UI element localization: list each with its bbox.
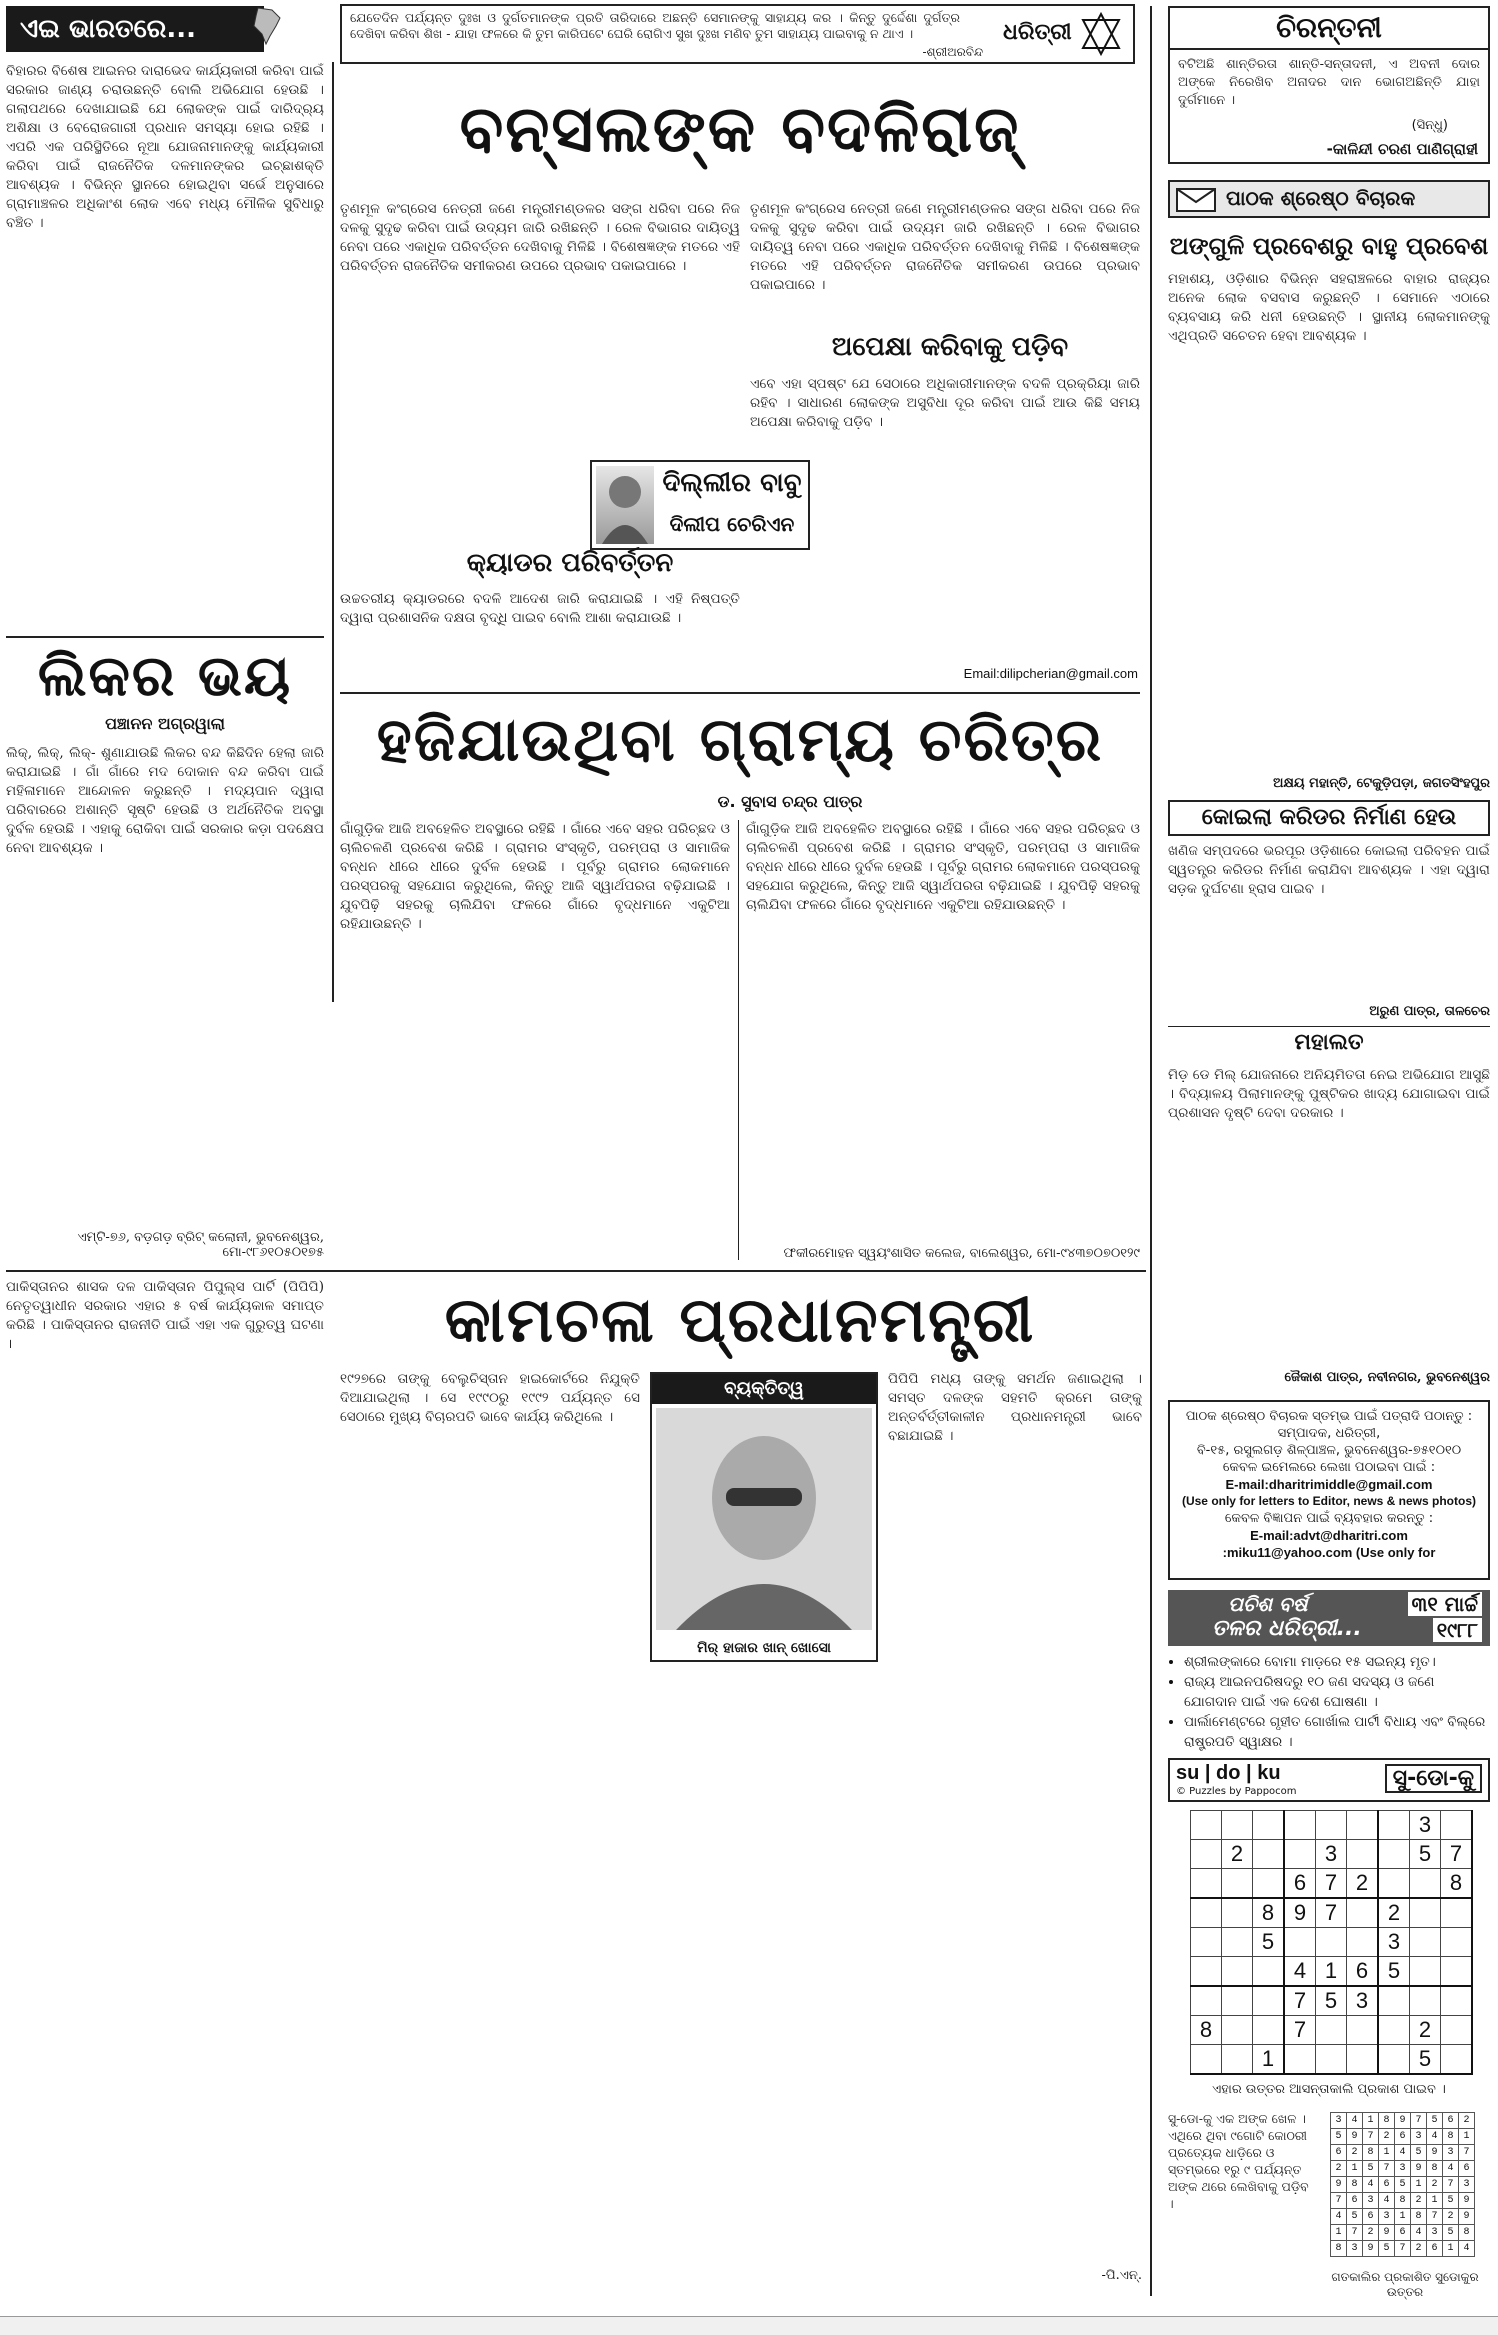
delhi-column-title: ଦିଲ୍ଲୀର ବାବୁ [662, 468, 802, 498]
sudoku-cell [1222, 1811, 1253, 1840]
contact-ads-label: କେବଳ ବିଜ୍ଞାପନ ପାଇଁ ବ୍ୟବହାର କରନ୍ତୁ : [1224, 1511, 1434, 1526]
sudoku-cell [1222, 2016, 1253, 2045]
sudoku-cell [1410, 1898, 1441, 1928]
sudoku-cell [1441, 1811, 1473, 1840]
sudoku-cell [1441, 1928, 1473, 1957]
sudoku-cell [1347, 1928, 1379, 1957]
divider [1150, 6, 1152, 2296]
sudoku-answer-cell: 3 [1427, 2225, 1443, 2241]
pm-headline: କାମଚଳା ପ୍ରଧାନମନ୍ତ୍ରୀ [444, 1283, 1036, 1356]
sudoku-answer-cell: 8 [1363, 2145, 1379, 2161]
sudoku-cell [1253, 1869, 1285, 1899]
sudoku-answer-cell: 9 [1411, 2161, 1427, 2177]
sudoku-cell [1191, 1928, 1222, 1957]
sudoku-instructions [1168, 2110, 1318, 2270]
sudoku-answer-cell: 3 [1347, 2241, 1363, 2257]
history-banner [1168, 1590, 1490, 1646]
sudoku-answer-cell: 1 [1395, 2209, 1411, 2225]
letter1-body [1168, 270, 1490, 770]
sudoku-cell-row [1191, 1811, 1473, 1840]
columnist-photo [596, 466, 654, 544]
sudoku-answer-cell: 4 [1411, 2225, 1427, 2241]
village-col-2 [746, 820, 1140, 1260]
sudoku-cell [1284, 1811, 1316, 1840]
sudoku-cell: 7 [1316, 1898, 1347, 1928]
liquor-signature: ଏମ୍‌ଟି-୭୬, ବଡ଼ଗଡ଼ ବ୍ରିଟ୍ କଲୋନୀ, ଭୁବନେଶ୍ୱର, ମୋ-୯୮୬୧୦୫୦୧୭୫ [77, 1230, 324, 1260]
sudoku-answer-cell: 8 [1411, 2209, 1427, 2225]
pm-right-column [888, 1370, 1142, 2270]
sudoku-cell-row [1191, 1869, 1473, 1899]
liquor-author: ପଞ୍ଚାନନ ଅଗ୍ରୱାଲା [105, 714, 225, 733]
sudoku-answer-cell: 9 [1459, 2209, 1475, 2225]
pm-photo-box [650, 1372, 878, 1662]
sudoku-grid [1190, 1810, 1473, 2075]
sudoku-answer-cell: 6 [1363, 2209, 1379, 2225]
sudoku-cell [1378, 1811, 1410, 1840]
sudoku-answer-cell: 9 [1331, 2177, 1347, 2193]
chirantani-box [1168, 6, 1490, 164]
sudoku-answer-cell-row [1331, 2145, 1475, 2161]
sudoku-answer-cell: 4 [1363, 2177, 1379, 2193]
sudoku-answer-cell: 5 [1363, 2161, 1379, 2177]
sudoku-answer-cell: 4 [1347, 2113, 1363, 2129]
sudoku-answer-cell: 5 [1395, 2177, 1411, 2193]
sudoku-answer-cell: 3 [1379, 2209, 1395, 2225]
sudoku-answer-cell: 2 [1411, 2241, 1427, 2257]
sudoku-cell [1441, 1898, 1473, 1928]
sudoku-cell: 5 [1253, 1928, 1285, 1957]
letter2-body-text: ଖଣିଜ ସମ୍ପଦରେ ଭରପୂର ଓଡ଼ିଶାରେ କୋଇଲା ପରିବହନ ପାଇଁ ସ୍ୱତନ୍ତ୍ର କରିଡର ନିର୍ମାଣ କରାଯିବା ଆବଶ୍ୟକ । ଏହା ଦ୍ୱାରା ସଡ଼କ ଦୁର୍ଘଟଣା ହ୍ରାସ ପାଇବ । [1168, 843, 1490, 897]
sudoku-cell-row [1191, 2016, 1473, 2045]
cabinet-body-text: ଉଚ୍ଚତରୀୟ କ୍ୟାଡରରେ ବଦଳି ଆଦେଶ ଜାରି କରାଯାଇଛି । ଏହି ନିଷ୍ପତ୍ତି ଦ୍ୱାରା ପ୍ରଶାସନିକ ଦକ୍ଷତା ବୃଦ୍ଧି ପାଇବ ବୋଲି ଆଶା କରାଯାଉଛି । [340, 591, 740, 626]
sudoku-cell-row [1191, 2045, 1473, 2075]
sudoku-cell: 5 [1410, 1840, 1441, 1869]
sudoku-answer-cell: 6 [1443, 2113, 1459, 2129]
paper-logo-text: ଧରିତ୍ରୀ [1003, 20, 1072, 45]
sudoku-cell [1222, 1986, 1253, 2016]
sudoku-cell [1253, 1986, 1285, 2016]
sudoku-cell [1347, 2045, 1379, 2075]
liquor-body-text: ଲିକ୍, ଲିକ୍, ଲିକ୍- ଶୁଣାଯାଉଛି ଲିକର ବନ୍ଦ କିଛିଦିନ ହେଲା ଜାରି କରାଯାଇଛି । ଗାଁ ଗାଁରେ ମଦ ଦୋକାନ ବନ୍ଦ କରିବା ପାଇଁ ମହିଳାମାନେ ଆନ୍ଦୋଳନ କରୁଛନ୍ତି । ମଦ୍ୟପାନ ଦ୍ୱାରା ପରିବାରରେ ଅଶାନ୍ତି ସୃଷ୍ଟି ହେଉଛି ଓ ଅର୍ଥନୈତିକ ଅବସ୍ଥା ଦୁର୍ବଳ ହେଉଛି । ଏହାକୁ ରୋକିବା ପାଇଁ ସରକାର କଡ଼ା ପଦକ୍ଷେପ ନେବା ଆବଶ୍ୟକ । [6, 745, 324, 856]
sudoku-cell: 5 [1378, 1957, 1410, 1987]
sudoku-answer-cell: 7 [1363, 2129, 1379, 2145]
sudoku-answer-cell: 4 [1443, 2161, 1459, 2177]
divider [332, 62, 334, 1002]
sudoku-cell: 7 [1441, 1840, 1473, 1869]
sudoku-answer-cell: 7 [1395, 2241, 1411, 2257]
sudoku-answer-cell: 3 [1363, 2193, 1379, 2209]
lead-right-text: ତୃଣମୂଳ କଂଗ୍ରେସ ନେତ୍ରୀ ଜଣେ ମନ୍ତ୍ରୀମଣ୍ଡଳର ସଙ୍ଗ ଧରିବା ପରେ ନିଜ ଦଳକୁ ସୁଦୃଢ କରିବା ପାଇଁ ଉଦ୍ୟମ ଜାରି ରଖିଛନ୍ତି । ରେଳ ବିଭାଗର ଦାୟିତ୍ୱ ନେବା ପରେ ଏକାଧିକ ପରିବର୍ତ୍ତନ ଦେଖିବାକୁ ମିଳିଛି । ବିଶେଷଜ୍ଞଙ୍କ ମତରେ ଏହି ପରିବର୍ତ୍ତନ ରାଜନୈତିକ ସମୀକରଣ ଉପରେ ପ୍ରଭାବ ପକାଇପାରେ । [340, 201, 740, 274]
sudoku-cell [1191, 1869, 1222, 1899]
sudoku-answer-cell: 2 [1459, 2113, 1475, 2129]
sudoku-answer-cell: 6 [1459, 2161, 1475, 2177]
sudoku-answer-cell: 1 [1459, 2129, 1475, 2145]
sudoku-cell [1347, 1898, 1379, 1928]
sudoku-answer-cell: 4 [1379, 2193, 1395, 2209]
sudoku-answer-cell: 2 [1347, 2145, 1363, 2161]
sudoku-cell: 7 [1316, 1869, 1347, 1899]
sudoku-answer-cell: 4 [1395, 2145, 1411, 2161]
sudoku-answer-cell-row [1331, 2129, 1475, 2145]
sudoku-answer-cell: 6 [1395, 2129, 1411, 2145]
pm-left-text: ପାକିସ୍ତାନର ଶାସକ ଦଳ ପାକିସ୍ତାନ ପିପୁଲ୍‌ସ ପାର୍ଟି (ପିପିପି) ନେତୃତ୍ୱାଧୀନ ସରକାର ଏହାର ୫ ବର୍ଷ କାର୍ଯ୍ୟକାଳ ସମାପ୍ତ କରିଛି । ପାକିସ୍ତାନର ରାଜନୀତି ପାଇଁ ଏହା ଏକ ଗୁରୁତ୍ୱ ଘଟଣା । [6, 1279, 324, 1352]
sudoku-cell: 5 [1410, 2045, 1441, 2075]
sudoku-header [1168, 1758, 1490, 1802]
pm-middle-column [340, 1370, 640, 2280]
lead-left-text: ବିହାରର ବିଶେଷ ଆଇନର ଦାରାଭେଦ କାର୍ଯ୍ୟକାରୀ କରିବା ପାଇଁ ସରକାର ଜାଣ୍ୟ ଚରାଉଛନ୍ତି ବୋଲି ଅଭିଯୋଗ ହେଉଛି । ଗଲାପଥରେ ଦେଖାଯାଇଛି ଯେ ଲୋକଙ୍କ ପାଇଁ ଦାରିଦ୍ର୍ୟ ଅଶିକ୍ଷା ଓ ବେରୋଜଗାରୀ ପ୍ରଧାନ ସମସ୍ୟା ହୋଇ ରହିଛି । ଏପରି ଏକ ପରିସ୍ଥିତିରେ ନୂଆ ଯୋଜନାମାନଙ୍କୁ କାର୍ଯ୍ୟକାରୀ କରିବା ପାଇଁ ରାଜନୈତିକ ଦଳମାନଙ୍କର ଇଚ୍ଛାଶକ୍ତି ଆବଶ୍ୟକ । ବିଭିନ୍ନ ସ୍ଥାନରେ ହୋଇଥିବା ସର୍ଭେ ଅନୁସାରେ ଗ୍ରାମାଞ୍ଚଳର ଅଧିକାଂଶ ଲୋକ ଏବେ ମଧ୍ୟ ମୌଳିକ ସୁବିଧାରୁ ବଞ୍ଚିତ । [6, 63, 324, 231]
sudoku-cell [1191, 1840, 1222, 1869]
sudoku-cell [1316, 1811, 1347, 1840]
sudoku-answer-cell: 1 [1331, 2225, 1347, 2241]
sudoku-cell [1284, 2045, 1316, 2075]
sudoku-cell [1378, 1840, 1410, 1869]
history-list [1168, 1652, 1490, 1752]
sudoku-cell: 1 [1316, 1957, 1347, 1987]
village-signature: ଫକୀରମୋହନ ସ୍ୱୟଂଶାସିତ କଲେଜ, ବାଲେଶ୍ୱର, ମୋ-୯୪୩୭୦୭୦୧୨୯ [783, 1246, 1140, 1261]
letter3-body [1168, 1066, 1490, 1366]
sudoku-answer-cell-row [1331, 2161, 1475, 2177]
delhi-column-author: ଦିଲୀପ ଚେରିଏନ [669, 512, 795, 536]
letters-header-label: ପାଠକ ଶ୍ରେଷ୍ଠ ବିଚାରକ [1226, 186, 1416, 210]
pm-photo-caption: ମିର୍ ହାଜାର ଖାନ୍ ଖୋସୋ [697, 1640, 831, 1656]
sudoku-answer-cell: 1 [1379, 2145, 1395, 2161]
contact-email-2[interactable]: E-mail:advt@dharitri.com [1250, 1528, 1408, 1543]
village-col-1 [340, 820, 730, 1260]
letter2-author: ଅରୁଣ ପାତ୍ର, ତାଳଚେର [1369, 1004, 1490, 1019]
sudoku-answer-cell: 5 [1443, 2193, 1459, 2209]
sudoku-answer-cell: 8 [1395, 2193, 1411, 2209]
sudoku-answer-cell: 2 [1331, 2161, 1347, 2177]
letter2-title: କୋଇଲା କରିଡର ନିର୍ମାଣ ହେଉ [1168, 800, 1490, 836]
sudoku-cell [1441, 1957, 1473, 1987]
contact-intro: ପାଠକ ଶ୍ରେଷ୍ଠ ବିଚାରକ ସ୍ତମ୍ଭ ପାଇଁ ପତ୍ରାଦି ପଠାନ୍ତୁ : [1185, 1409, 1473, 1424]
sudoku-cell [1222, 1869, 1253, 1899]
pm-middle-text: ୧୯୨୭ରେ ତାଙ୍କୁ ବେଲୁଚିସ୍ତାନ ହାଇକୋର୍ଟରେ ନିଯୁକ୍ତି ଦିଆଯାଇଥିଲା । ସେ ୧୯୯୦ରୁ ୧୯୯୨ ପର୍ଯ୍ୟନ୍ତ ସେ ସେଠାରେ ମୁଖ୍ୟ ବିଚାରପତି ଭାବେ କାର୍ଯ୍ୟ କରିଥିଲେ । [340, 1371, 640, 1425]
dharitri-logo [1003, 12, 1123, 56]
sudoku-answer-cell: 7 [1427, 2209, 1443, 2225]
sudoku-answer-cell-row [1331, 2241, 1475, 2257]
sudoku-cell [1284, 1840, 1316, 1869]
sudoku-instructions-text: ସୁ-ଡୋ-କୁ ଏକ ଅଙ୍କ ଖେଳ । ଏଥିରେ ଥିବା ୯ଗୋଟି କୋଠରୀ ପ୍ରତ୍ୟେକ ଧାଡ଼ିରେ ଓ ସ୍ତମ୍ଭରେ ୧ରୁ ୯ ପର୍ଯ୍ୟନ୍ତ ଅଙ୍କ ଥରେ ଲେଖିବାକୁ ପଡ଼ିବ । [1168, 2111, 1309, 2211]
sudoku-cell: 2 [1378, 1898, 1410, 1928]
sudoku-cell: 3 [1316, 1840, 1347, 1869]
sudoku-cell: 8 [1441, 1869, 1473, 1899]
contact-address-2: ବି-୧୫, ରସୁଲଗଡ଼ ଶିଳ୍ପାଞ୍ଚଳ, ଭୁବନେଶ୍ୱର-୭୫୧୦୧୦ [1196, 1443, 1462, 1458]
sudoku-answer-cell: 3 [1411, 2129, 1427, 2145]
sudoku-answer-cell-row [1331, 2209, 1475, 2225]
sudoku-cell: 3 [1378, 1928, 1410, 1957]
contact-email-label: କେବଳ ଇମେଲରେ ଲେଖା ପଠାଇବା ପାଇଁ : [1222, 1460, 1436, 1475]
sudoku-cell: 5 [1316, 1986, 1347, 2016]
page-bottom-strip [0, 2316, 1498, 2335]
contact-box [1168, 1400, 1490, 1580]
sudoku-cell [1253, 1811, 1285, 1840]
sudoku-answer-cell: 1 [1347, 2161, 1363, 2177]
section-tag-label: ଏଇ ଭାରତରେ... [20, 14, 196, 44]
sudoku-cell [1410, 1869, 1441, 1899]
quote-box [340, 4, 1135, 64]
sudoku-cell-row [1191, 1928, 1473, 1957]
sudoku-answer-cell: 7 [1411, 2113, 1427, 2129]
contact-note: (Use only for letters to Editor, news & news photos) [1181, 1494, 1477, 1508]
sudoku-answer-cell: 3 [1459, 2177, 1475, 2193]
sudoku-footer: ଏହାର ଉତ୍ତର ଆସନ୍ତାକାଲି ପ୍ରକାଶ ପାଇବ । [1212, 2082, 1446, 2097]
sudoku-answer-cell-row [1331, 2177, 1475, 2193]
sudoku-cell [1378, 1869, 1410, 1899]
sudoku-cell: 6 [1284, 1869, 1316, 1899]
sudoku-answer-cell: 6 [1379, 2177, 1395, 2193]
sudoku-cell [1378, 2045, 1410, 2075]
sudoku-cell: 8 [1191, 2016, 1222, 2045]
sudoku-answer-label: ଗତକାଲିର ପ୍ରକାଶିତ ସୁଡୋକୁର ଉତ୍ତର [1331, 2270, 1479, 2299]
pm-left-column [6, 1278, 324, 2278]
village-headline: ହଜିଯାଉଥିବା ଗ୍ରାମ୍ୟ ଚରିତ୍ର [376, 705, 1104, 775]
sudoku-cell-row [1191, 1957, 1473, 1987]
village-author: ଡ. ସୁବାସ ଚନ୍ଦ୍ର ପାତ୍ର [717, 792, 863, 811]
letter3-author: ଜୈକାଶ ପାତ୍ର, ନବୀନଗର, ଭୁବନେଶ୍ୱର [1284, 1370, 1490, 1385]
sudoku-answer-cell: 6 [1395, 2225, 1411, 2241]
history-year: ୧୯୮୮ [1433, 1618, 1482, 1642]
india-map-icon [250, 6, 286, 46]
sudoku-answer-cell: 8 [1443, 2129, 1459, 2145]
sudoku-answer-cell: 3 [1443, 2145, 1459, 2161]
sudoku-cell: 3 [1347, 1986, 1379, 2016]
sudoku-cell [1441, 2045, 1473, 2075]
sudoku-answer-cell: 5 [1347, 2209, 1363, 2225]
letter1-title: ଅଙ୍ଗୁଳି ପ୍ରବେଶରୁ ବାହୁ ପ୍ରବେଶ [1169, 232, 1489, 260]
sudoku-cell-row [1191, 1986, 1473, 2016]
sudoku-cell [1347, 1811, 1379, 1840]
sudoku-answer-grid [1330, 2112, 1475, 2257]
pm-photo [656, 1408, 872, 1630]
letters-header [1168, 180, 1490, 218]
sudoku-answer-cell: 7 [1443, 2177, 1459, 2193]
lead-right-column [340, 200, 740, 500]
quote-author: -ଶ୍ରୀଅରବିନ୍ଦ [922, 45, 983, 59]
liquor-headline: ଲିକର ଭୟ [37, 644, 293, 709]
sudoku-cell [1222, 1928, 1253, 1957]
sudoku-answer-cell: 5 [1331, 2129, 1347, 2145]
sudoku-answer-cell: 9 [1395, 2113, 1411, 2129]
sudoku-answer-cell: 1 [1411, 2177, 1427, 2193]
sudoku-answer-cell: 2 [1379, 2129, 1395, 2145]
sudoku-answer-cell: 7 [1459, 2145, 1475, 2161]
sudoku-answer-cell: 8 [1459, 2225, 1475, 2241]
contact-email-3[interactable]: :miku11@yahoo.com (Use only for [1222, 1545, 1436, 1560]
sudoku-cell [1191, 1811, 1222, 1840]
sudoku-answer-cell: 7 [1347, 2225, 1363, 2241]
sudoku-cell: 1 [1253, 2045, 1285, 2075]
sudoku-answer-cell: 2 [1443, 2209, 1459, 2225]
letter3-body-text: ମିଡ଼ ଡେ ମିଲ୍ ଯୋଜନାରେ ଅନିୟମିତତା ନେଇ ଅଭିଯୋଗ ଆସୁଛି । ବିଦ୍ୟାଳୟ ପିଲାମାନଙ୍କୁ ପୁଷ୍ଟିକର ଖାଦ୍ୟ ଯୋଗାଇବା ପାଇଁ ପ୍ରଶାସନ ଦୃଷ୍ଟି ଦେବା ଦରକାର । [1168, 1067, 1490, 1121]
sudoku-answer-cell: 1 [1427, 2193, 1443, 2209]
sudoku-cell [1410, 1986, 1441, 2016]
sudoku-cell [1253, 1840, 1285, 1869]
sudoku-answer-cell: 7 [1379, 2161, 1395, 2177]
sudoku-cell: 4 [1284, 1957, 1316, 1987]
sudoku-cell [1191, 1986, 1222, 2016]
pm-right-text: ପିପିପି ମଧ୍ୟ ତାଙ୍କୁ ସମର୍ଥନ ଜଣାଇଥିଲା । ସମସ୍ତ ଦଳଙ୍କ ସହମତି କ୍ରମେ ତାଙ୍କୁ ଅନ୍ତର୍ବର୍ତ୍ତୀକାଳୀନ ପ୍ରଧାନମନ୍ତ୍ରୀ ଭାବେ ବଛାଯାଇଛି । [888, 1371, 1142, 1444]
sudoku-answer-cell-row [1331, 2113, 1475, 2129]
history-banner-line1: ପଚିଶ ବର୍ଷ [1228, 1592, 1308, 1616]
sudoku-answer-cell-row [1331, 2193, 1475, 2209]
sudoku-cell: 6 [1347, 1957, 1379, 1987]
chirantani-source: (ସିନ୍ଧୁ) [1411, 118, 1448, 133]
letter3-title: ମହାଲତ [1294, 1030, 1364, 1055]
history-banner-line2: ତଳର ଧରିତ୍ରୀ... [1212, 1616, 1362, 1641]
sudoku-cell [1410, 1957, 1441, 1987]
sudoku-cell [1347, 2016, 1379, 2045]
sudoku-cell [1441, 2016, 1473, 2045]
letter2-body [1168, 842, 1490, 1002]
sudoku-title-left: su | do | ku [1176, 1762, 1281, 1784]
village-body-text-1: ଗାଁଗୁଡ଼ିକ ଆଜି ଅବହେଳିତ ଅବସ୍ଥାରେ ରହିଛି । ଗାଁରେ ଏବେ ସହର ପରିଚ୍ଛଦ ଓ ଚାଲିଚଳଣି ପ୍ରବେଶ କରିଛି । ଗ୍ରାମର ସଂସ୍କୃତି, ପରମ୍ପରା ଓ ସାମାଜିକ ବନ୍ଧନ ଧୀରେ ଧୀରେ ଦୁର୍ବଳ ହେଉଛି । ପୂର୍ବରୁ ଗ୍ରାମର ଲୋକମାନେ ପରସ୍ପରକୁ ସହଯୋଗ କରୁଥିଲେ, କିନ୍ତୁ ଆଜି ସ୍ୱାର୍ଥପରତା ବଢ଼ିଯାଇଛି । ଯୁବପିଢ଼ି ସହରକୁ ଚାଲିଯିବା ଫଳରେ ଗାଁରେ ବୃଦ୍ଧମାନେ ଏକୁଟିଆ ରହିଯାଉଛନ୍ତି । [340, 821, 730, 932]
sudoku-cell [1441, 1986, 1473, 2016]
sudoku-answer-cell: 2 [1427, 2177, 1443, 2193]
chirantani-text: ବଟିଅଛି ଶାନ୍ତିରତା ଶାନ୍ତି-ସନ୍ତାଦନୀ, ଏ ଅବନୀ ଦୋର ଅଙ୍କେ ନିରେଖିବ ଅନାଦର ଦାନ ଭୋଗଅଛିନ୍ତି ଯାହା ଦୁର୍ଗମାନେ । [1178, 57, 1480, 108]
sudoku-cell [1253, 2016, 1285, 2045]
sudoku-answer-cell: 1 [1443, 2241, 1459, 2257]
sudoku-cell: 8 [1253, 1898, 1285, 1928]
cabinet-body [340, 590, 740, 690]
lead-subhead: ଅପେକ୍ଷା କରିବାକୁ ପଡ଼ିବ [831, 332, 1069, 362]
history-item: • ପାର୍ଲାମେଣ୍ଟରେ ଗୃହୀତ ଗୋର୍ଖାଲ ପାର୍ଟୀ ବିଧାୟ ଏବଂ ବିଲ୍‌ରେ ରାଷ୍ଟ୍ରପତି ସ୍ୱାକ୍ଷର । [1184, 1712, 1490, 1752]
chirantani-title: ଚିରନ୍ତନୀ [1170, 8, 1488, 50]
sudoku-answer-cell: 5 [1411, 2145, 1427, 2161]
sudoku-answer-cell: 9 [1459, 2193, 1475, 2209]
sudoku-answer-cell: 8 [1331, 2241, 1347, 2257]
sudoku-cell [1284, 1928, 1316, 1957]
sudoku-answer-cell: 9 [1427, 2145, 1443, 2161]
history-item: • ଶ୍ରୀଲଙ୍କାରେ ବୋମା ମାଡ଼ରେ ୧୫ ସଇନ୍ୟ ମୃତ। [1184, 1652, 1490, 1672]
sudoku-cell [1191, 1957, 1222, 1987]
letter1-body-text: ମହାଶୟ, ଓଡ଼ିଶାର ବିଭିନ୍ନ ସହରାଞ୍ଚଳରେ ବାହାର ରାଜ୍ୟର ଅନେକ ଲୋକ ବସବାସ କରୁଛନ୍ତି । ସେମାନେ ଏଠାରେ ବ୍ୟବସାୟ କରି ଧନୀ ହେଉଛନ୍ତି । ସ୍ଥାନୀୟ ଲୋକମାନଙ୍କୁ ଏଥିପ୍ରତି ସଚେତନ ହେବା ଆବଶ୍ୟକ । [1168, 271, 1490, 344]
sudoku-cell [1316, 1928, 1347, 1957]
divider [738, 820, 739, 1260]
chirantani-author: -କାଳିନ୍ଦୀ ଚରଣ ପାଣିଗ୍ରାହୀ [1326, 140, 1478, 158]
sudoku-answer-cell: 4 [1331, 2209, 1347, 2225]
sudoku-cell [1191, 2045, 1222, 2075]
sudoku-answer-cell: 2 [1363, 2225, 1379, 2241]
divider [6, 1270, 1146, 1272]
sudoku-cell [1378, 2016, 1410, 2045]
sudoku-answer-cell: 6 [1331, 2145, 1347, 2161]
sudoku-cell: 3 [1410, 1811, 1441, 1840]
sudoku-answer-cell: 5 [1443, 2225, 1459, 2241]
sudoku-cell-row [1191, 1840, 1473, 1869]
sudoku-answer-cell: 6 [1347, 2193, 1363, 2209]
sudoku-cell [1191, 1898, 1222, 1928]
sudoku-cell [1316, 2045, 1347, 2075]
sudoku-cell: 2 [1222, 1840, 1253, 1869]
sudoku-answer-cell: 8 [1379, 2113, 1395, 2129]
lead-right-text-2: ତୃଣମୂଳ କଂଗ୍ରେସ ନେତ୍ରୀ ଜଣେ ମନ୍ତ୍ରୀମଣ୍ଡଳର ସଙ୍ଗ ଧରିବା ପରେ ନିଜ ଦଳକୁ ସୁଦୃଢ କରିବା ପାଇଁ ଉଦ୍ୟମ ଜାରି ରଖିଛନ୍ତି । ରେଳ ବିଭାଗର ଦାୟିତ୍ୱ ନେବା ପରେ ଏକାଧିକ ପରିବର୍ତ୍ତନ ଦେଖିବାକୁ ମିଳିଛି । ବିଶେଷଜ୍ଞଙ୍କ ମତରେ ଏହି ପରିବର୍ତ୍ତନ ରାଜନୈତିକ ସମୀକରଣ ଉପରେ ପ୍ରଭାବ ପକାଇପାରେ । [750, 201, 1140, 293]
sudoku-answer-cell: 9 [1363, 2241, 1379, 2257]
sudoku-cell [1222, 1898, 1253, 1928]
village-body-text-2: ଗାଁଗୁଡ଼ିକ ଆଜି ଅବହେଳିତ ଅବସ୍ଥାରେ ରହିଛି । ଗାଁରେ ଏବେ ସହର ପରିଚ୍ଛଦ ଓ ଚାଲିଚଳଣି ପ୍ରବେଶ କରିଛି । ଗ୍ରାମର ସଂସ୍କୃତି, ପରମ୍ପରା ଓ ସାମାଜିକ ବନ୍ଧନ ଧୀରେ ଧୀରେ ଦୁର୍ବଳ ହେଉଛି । ପୂର୍ବରୁ ଗ୍ରାମର ଲୋକମାନେ ପରସ୍ପରକୁ ସହଯୋଗ କରୁଥିଲେ, କିନ୍ତୁ ଆଜି ସ୍ୱାର୍ଥପରତା ବଢ଼ିଯାଇଛି । ଯୁବପିଢ଼ି ସହରକୁ ଚାଲିଯିବା ଫଳରେ ଗାଁରେ ବୃଦ୍ଧମାନେ ଏକୁଟିଆ ରହିଯାଉଛନ୍ତି । [746, 821, 1140, 913]
liquor-body [6, 744, 324, 1244]
lead-left-column [6, 62, 324, 632]
sudoku-answer-cell: 4 [1427, 2129, 1443, 2145]
sudoku-answer-cell: 5 [1427, 2113, 1443, 2129]
delhi-column-box [590, 460, 810, 550]
letter1-author: ଅକ୍ଷୟ ମହାନ୍ତି, ଟେକୁଡ଼ିପଡ଼ା, ଜଗତସିଂହପୁର [1273, 776, 1490, 791]
sudoku-cell: 2 [1410, 2016, 1441, 2045]
sudoku-answer-cell: 3 [1395, 2161, 1411, 2177]
lead-right-column-2 [750, 200, 1140, 340]
sudoku-cell: 7 [1284, 1986, 1316, 2016]
contact-address-1: ସମ୍ପାଦକ, ଧରିତ୍ରୀ, [1277, 1426, 1381, 1441]
sudoku-answer-cell: 8 [1347, 2177, 1363, 2193]
sudoku-answer-cell: 2 [1411, 2193, 1427, 2209]
sudoku-answer-cell: 7 [1331, 2193, 1347, 2209]
cabinet-subhead: କ୍ୟାଡର ପରିବର୍ତ୍ତନ [466, 548, 674, 578]
lead-headline: ବନ୍ସଲଙ୍କ ବଦଳିରାଜ୍ [459, 93, 1021, 167]
sudoku-cell [1222, 2045, 1253, 2075]
sudoku-answer-cell: 9 [1347, 2129, 1363, 2145]
sudoku-cell [1222, 1957, 1253, 1987]
sudoku-answer-cell: 3 [1331, 2113, 1347, 2129]
sudoku-answer-cell: 1 [1363, 2113, 1379, 2129]
sudoku-cell [1316, 2016, 1347, 2045]
history-date: ୩୧ ମାର୍ଚ୍ଚ [1408, 1592, 1482, 1616]
sudoku-answer-cell-row [1331, 2225, 1475, 2241]
sudoku-cell: 2 [1347, 1869, 1379, 1899]
sudoku-title-right: ସୁ-ଡୋ-କୁ [1385, 1764, 1482, 1793]
sudoku-cell [1253, 1957, 1285, 1987]
history-item: • ରାଜ୍ୟ ଆଇନପରିଷଦରୁ ୧୦ ଜଣ ସଦସ୍ୟ ଓ ଜଣେ ଯୋଗଦାନ ପାଇଁ ଏକ ଦେଶ ଘୋଷଣା । [1184, 1672, 1490, 1712]
divider [1168, 1026, 1490, 1027]
sudoku-answer-cell: 5 [1379, 2241, 1395, 2257]
sudoku-cell [1410, 1928, 1441, 1957]
section-tag [6, 6, 264, 52]
sudoku-cell-row [1191, 1898, 1473, 1928]
sudoku-answer-cell: 6 [1427, 2241, 1443, 2257]
columnist-email: Email:dilipcherian@gmail.com [963, 666, 1138, 681]
sudoku-credit: © Puzzles by Pappocom [1176, 1786, 1297, 1797]
lead-sub-body-text: ଏବେ ଏହା ସ୍ପଷ୍ଟ ଯେ ସେଠାରେ ଅଧିକାରୀମାନଙ୍କ ବଦଳି ପ୍ରକ୍ରିୟା ଜାରି ରହିବ । ସାଧାରଣ ଲୋକଙ୍କ ଅସୁବିଧା ଦୂର କରିବା ପାଇଁ ଆଉ କିଛି ସମୟ ଅପେକ୍ଷା କରିବାକୁ ପଡ଼ିବ । [750, 376, 1140, 430]
quote-text: ଯେତେଦିନ ପର୍ଯ୍ୟନ୍ତ ଦୁଃଖ ଓ ଦୁର୍ଗତମାନଙ୍କ ପ୍ରତି ତାରିଦାରେ ଅଛନ୍ତି ସେମାନଙ୍କୁ ସାହାଯ୍ୟ କର । କିନ୍ତୁ ଦୁର୍ଦ୍ଦେଶା ଦୁର୍ଗତ୍ର ଦେଖିବା କରିବା ଶିଖ - ଯାହା ଫଳରେ କି ତୁମ କାରିପଟେ ଘେରି ରୋଗିଏ ସୁଖ ଦୁଃଖ ମଣିବ ତୁମ ସାହାଯ୍ୟ ପାଇବାକୁ ନ ଥାଏ । [350, 10, 960, 41]
sudoku-cell: 7 [1284, 2016, 1316, 2045]
sudoku-answer-cell: 9 [1379, 2225, 1395, 2241]
pm-photo-tag: ବ୍ୟକ୍ତିତ୍ୱ [652, 1374, 876, 1404]
sudoku-answer-cell: 8 [1427, 2161, 1443, 2177]
divider [340, 692, 1140, 694]
sudoku-cell [1378, 1986, 1410, 2016]
divider [6, 636, 324, 638]
pm-signature: -ପି.ଏନ୍. [1101, 2268, 1142, 2283]
contact-email-1[interactable]: E-mail:dharitrimiddle@gmail.com [1225, 1477, 1433, 1492]
sudoku-cell [1347, 1840, 1379, 1869]
envelope-icon [1176, 188, 1216, 216]
sudoku-answer-cell: 4 [1459, 2241, 1475, 2257]
sudoku-cell: 9 [1284, 1898, 1316, 1928]
